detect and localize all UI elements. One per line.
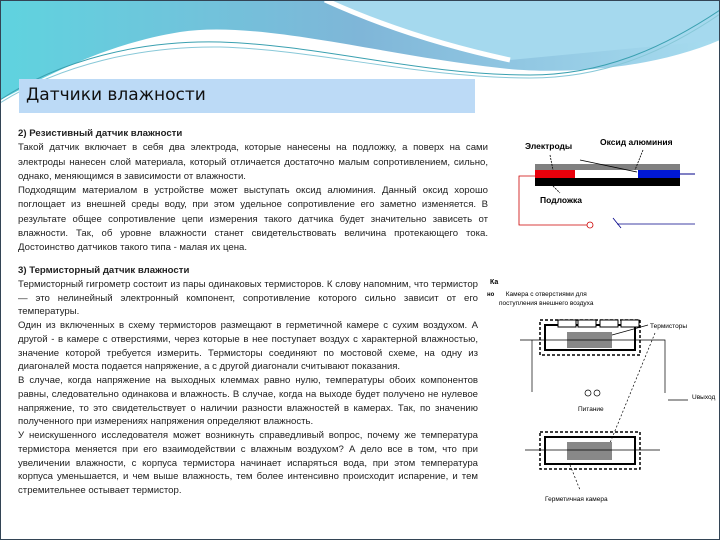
slide-title: Датчики влажности [26,85,206,105]
electrode-right [638,170,680,178]
svg-text:но: но [487,292,495,298]
section-heading: 2) Резистивный датчик влажности [18,128,183,139]
resistive-sensor-diagram [505,130,705,240]
paragraph: Один из включенных в схему термисторов размещают в герметичной камере с сухим воздухом. А другой - в камере с отверстиями, через которые в нее поступает воздух с характерной влажностью, значение которой требуется измерить. Термисторы соединяют по мостовой схеме, на одну из диагоналей моста подается напряжение, а с другой диагонали считывают показания. [18,320,478,373]
paragraph: Такой датчик включает в себя два электрода, которые нанесены на подложку, а поверх на сами электроды нанесен слой материала, который отличается достаточно малым сопротивлением, сильно, однако, меняющимся в зависимости от влажности. [18,142,488,182]
oxide-layer [535,164,680,170]
label-oxide: Оксид алюминия [600,137,673,147]
electrode-left [535,170,575,178]
slide-title-bar [19,79,475,113]
paragraph: У неискушенного исследователя может возникнуть справедливый вопрос, почему же температура термистора меняется при его взаимодействии с влажным воздухом? А дело все в том, что при увеличении влажности, с корпуса термистора начинает испаряться вода, при этом температура корпуса уменьшается, и чем выше влажность, тем более интенсивно происходит испарение, и тем стремительнее остывает термистор. [18,430,478,496]
label-power: Питание [578,406,604,413]
section-heading: 3) Термисторный датчик влажности [18,265,190,276]
label-cut: Ка [490,279,499,286]
label-electrodes: Электроды [525,141,573,151]
section-thermistor-sensor [18,264,478,498]
paragraph: Подходящим материалом в устройстве может выступать оксид алюминия. Данный оксид хорошо поглощает из внешней среды воду, при этом удельное сопротивление его заметно изменяется. В результате общее сопротивление цепи измерения такого датчика будет значительно зависеть от влажности. Так, об уровне влажности станет свидетельствовать величина протекающего тока. Достоинство датчиков такого типа - малая их цена. [18,185,488,254]
substrate [535,178,680,186]
section-resistive-sensor [18,127,488,256]
label-sealed-chamber: Герметичная камера [545,496,608,503]
label-substrate: Подложка [540,195,582,205]
label-output: Uвыход [692,394,716,401]
label-open-chamber: Камера с отверстиями для поступления внешнего воздуха [499,291,594,307]
paragraph: В случае, когда напряжение на выходных клеммах равно нулю, температуры обоих компонентов равны, следовательно одинакова и влажность. В случае, когда на выходе будет получено не нулевое напряжение, то это свидетельствует о наличии разности влажностей в камерах. Так, по значению полученного при измерениях напряжения определяют влажность. [18,375,478,428]
label-thermistors: Термисторы [650,323,687,330]
thermistor-bottom [567,442,612,460]
paragraph: Термисторный гигрометр состоит из пары одинаковых термисторов. К слову напомним, что термистор — это нелинейный электронный компонент, сопротивление которого сильно зависит от его температуры. [18,278,478,318]
